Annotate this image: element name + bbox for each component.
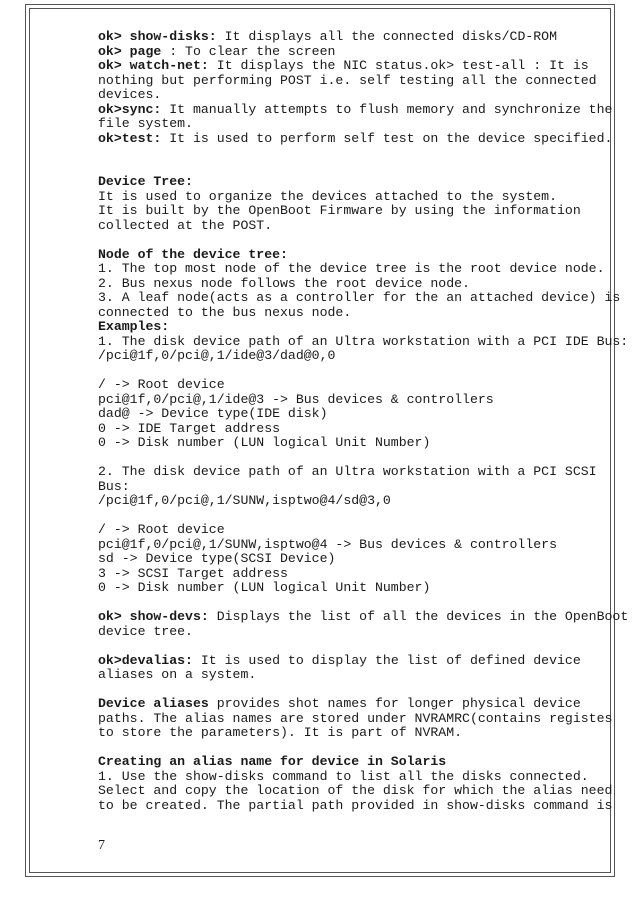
- text-line: [98, 799, 618, 814]
- text-line: [98, 552, 618, 567]
- text-line: [98, 74, 618, 89]
- text-line: [98, 538, 618, 553]
- blank-line: [98, 146, 618, 161]
- text-line: [98, 117, 618, 132]
- bold-term: ok> show-disks:: [98, 29, 217, 44]
- text-line: [98, 567, 618, 582]
- text-line: [98, 407, 618, 422]
- text-run: It is used to display the list of defined device: [192, 652, 581, 668]
- text-line: [98, 523, 618, 538]
- text-run: It is built by the OpenBoot Firmware by using the information: [98, 203, 581, 218]
- blank-line: [98, 233, 618, 248]
- text-line: [98, 465, 618, 480]
- text-run: /pci@1f,0/pci@,1/ide@3/dad@0,0: [98, 348, 336, 363]
- text-run: 2. Bus nexus node follows the root device node.: [98, 275, 470, 291]
- text-run: It displays all the connected disks/CD-ROM: [216, 29, 558, 44]
- blank-line: [98, 509, 618, 524]
- text-run: 0 -> Disk number (LUN logical Unit Number): [98, 580, 431, 595]
- text-run: It is used to organize the devices attached to the system.: [98, 188, 557, 204]
- blank-line: [98, 161, 618, 176]
- text-run: provides shot names for longer physical device: [208, 696, 581, 711]
- bold-term: Creating an alias name for device in Solaris: [98, 754, 447, 769]
- text-line: [98, 494, 618, 509]
- text-line: [98, 755, 618, 770]
- text-run: nothing but performing POST i.e. self testing all the connected: [98, 72, 597, 88]
- text-line: [98, 625, 618, 640]
- blank-line: [98, 639, 618, 654]
- text-run: pci@1f,0/pci@,1/ide@3 -> Bus devices & controllers: [98, 391, 494, 407]
- text-line: [98, 132, 618, 147]
- bold-term: ok>test:: [98, 130, 162, 146]
- text-run: : To clear the screen: [161, 43, 336, 59]
- blank-line: [98, 683, 618, 698]
- text-run: aliases on a system.: [98, 667, 257, 682]
- text-line: [98, 784, 618, 799]
- text-line: [98, 175, 618, 190]
- text-line: [98, 30, 618, 45]
- text-run: 1. The top most node of the device tree is the root device node.: [98, 261, 605, 276]
- text-run: It is used to perform self test on the device specified.: [161, 130, 613, 146]
- text-run: to be created. The partial path provided in show-disks command is: [98, 797, 613, 813]
- bold-term: Device aliases: [98, 696, 209, 711]
- text-run: 0 -> Disk number (LUN logical Unit Number): [98, 435, 431, 450]
- text-run: 3. A leaf node(acts as a controller for the an attached device) is: [98, 290, 621, 305]
- text-run: /pci@1f,0/pci@,1/SUNW,isptwo@4/sd@3,0: [98, 493, 391, 508]
- text-line: [98, 349, 618, 364]
- text-run: sd -> Device type(SCSI Device): [98, 551, 336, 566]
- blank-line: [98, 596, 618, 611]
- text-run: devices.: [98, 87, 162, 102]
- text-run: pci@1f,0/pci@,1/SUNW,isptwo@4 -> Bus devices & controllers: [98, 536, 557, 552]
- text-line: [98, 103, 618, 118]
- text-line: [98, 290, 621, 306]
- bold-term: ok>sync:: [98, 101, 162, 117]
- text-run: to store the parameters). It is part of NVRAM.: [98, 725, 463, 740]
- text-line: [98, 726, 618, 741]
- text-line: [98, 668, 618, 683]
- text-line: [98, 697, 618, 712]
- text-line: [98, 712, 618, 727]
- text-line: [98, 654, 618, 669]
- blank-line: [98, 451, 618, 466]
- text-run: dad@ -> Device type(IDE disk): [98, 406, 328, 421]
- bold-term: Node of the device tree:: [98, 246, 288, 262]
- text-line: [98, 480, 618, 495]
- bold-term: ok> page: [98, 43, 162, 59]
- document-body: [98, 29, 629, 813]
- text-run: collected at the POST.: [98, 217, 273, 233]
- bold-term: ok> watch-net:: [98, 58, 209, 73]
- text-line: [98, 581, 618, 596]
- bold-term: Device Tree:: [98, 174, 193, 189]
- text-line: [98, 45, 618, 60]
- text-run: paths. The alias names are stored under NVRAMRC(contains registes: [98, 710, 613, 726]
- text-line: [98, 262, 618, 277]
- text-line: [98, 393, 618, 408]
- text-run: device tree.: [98, 623, 193, 639]
- blank-line: [98, 741, 618, 756]
- text-line: [98, 59, 618, 74]
- text-line: [98, 609, 629, 625]
- text-line: [98, 422, 618, 437]
- text-run: 0 -> IDE Target address: [98, 420, 281, 436]
- text-run: 1. The disk device path of an Ultra workstation with a PCI IDE Bus:: [98, 333, 629, 349]
- text-run: Select and copy the location of the disk for which the alias need: [98, 783, 613, 798]
- text-run: It displays the NIC status.ok> test-all : It is: [208, 58, 589, 73]
- text-line: [98, 770, 618, 785]
- text-run: It manually attempts to flush memory and synchronize the: [161, 101, 613, 117]
- text-line: [98, 333, 629, 350]
- text-line: [98, 88, 618, 103]
- text-run: 3 -> SCSI Target address: [98, 565, 288, 581]
- text-run: / -> Root device: [98, 522, 225, 537]
- bold-term: Examples:: [98, 319, 170, 334]
- text-run: file system.: [98, 116, 193, 131]
- text-run: Displays the list of all the devices in the OpenBoot: [208, 609, 629, 624]
- text-run: Bus:: [98, 478, 130, 494]
- text-line: [98, 190, 618, 205]
- text-line: [98, 248, 618, 263]
- text-run: connected to the bus nexus node.: [98, 304, 352, 320]
- text-line: [98, 378, 618, 393]
- text-line: [98, 219, 618, 234]
- text-run: 1. Use the show-disks command to list all the disks connected.: [98, 768, 589, 784]
- blank-line: [98, 364, 618, 379]
- bold-term: ok> show-devs:: [98, 609, 209, 624]
- bold-term: ok>devalias:: [98, 652, 193, 668]
- text-run: 2. The disk device path of an Ultra workstation with a PCI SCSI: [98, 464, 597, 479]
- page-number: 7: [98, 838, 105, 853]
- text-line: [98, 436, 618, 451]
- text-line: [98, 204, 618, 219]
- text-line: [98, 306, 618, 321]
- text-line: [98, 277, 618, 292]
- text-line: [98, 320, 618, 335]
- text-run: / -> Root device: [98, 377, 225, 392]
